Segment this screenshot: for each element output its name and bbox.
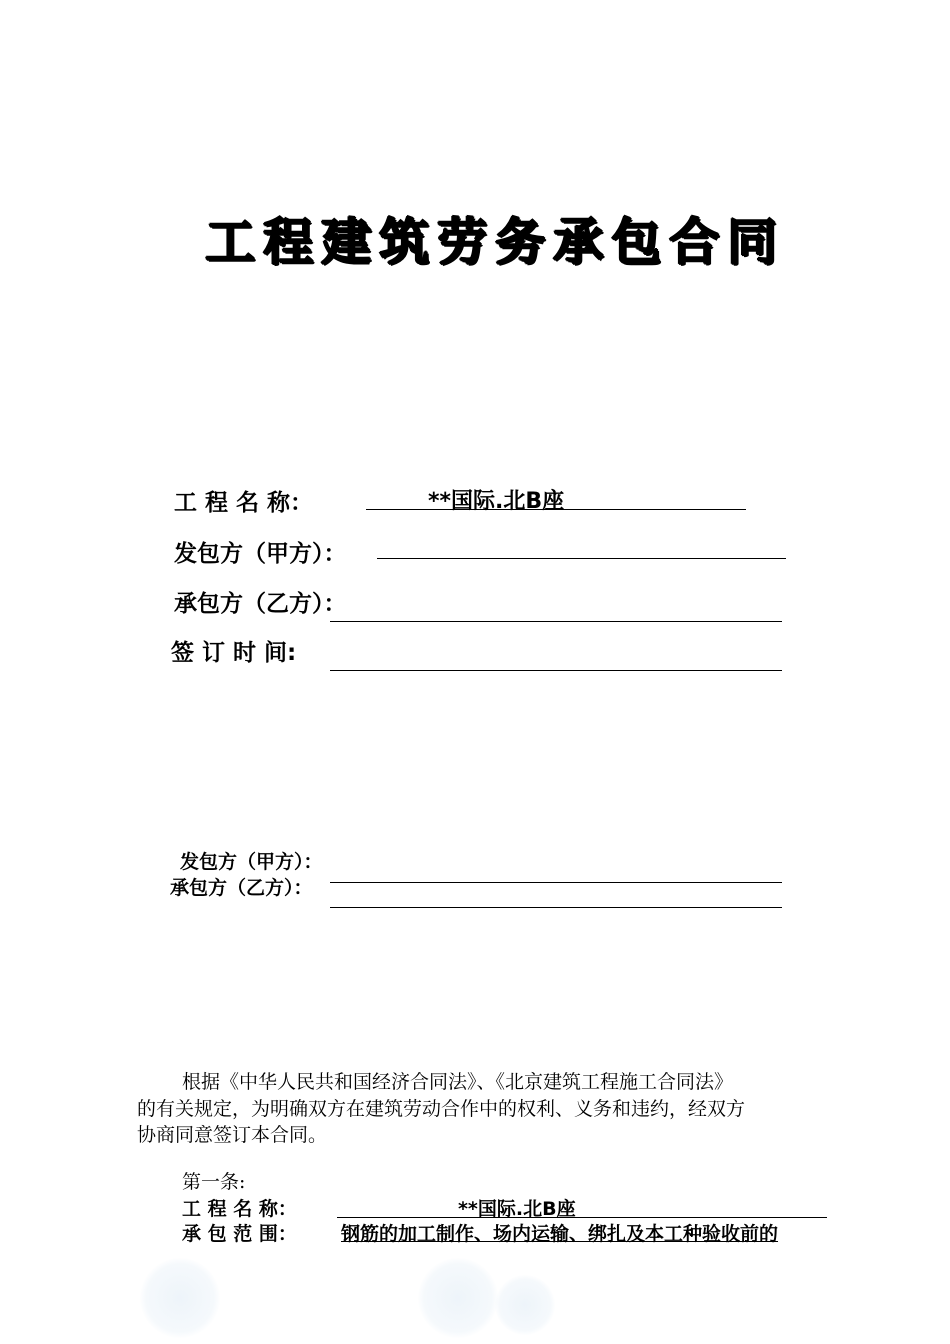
document-title: 工程建筑劳务承包合同 [205, 212, 785, 271]
article-1-project-name-label: 工 程 名 称： [182, 1198, 297, 1220]
sign-time-underline [330, 670, 782, 671]
party-b-label: 承包方（乙方）： [174, 591, 347, 617]
sign-party-b-underline [330, 907, 782, 908]
sign-party-a-label: 发包方（甲方）： [180, 851, 323, 873]
party-a-label: 发包方（甲方）： [174, 541, 347, 567]
preamble-line-2: 的有关规定，为明确双方在建筑劳动合作中的权利、义务和违约，经双方 [137, 1098, 746, 1120]
watermark-snowflake-icon [140, 1258, 220, 1338]
article-1-scope-label: 承 包 范 围： [182, 1223, 297, 1245]
sign-party-a-underline [330, 882, 782, 883]
preamble-line-1: 根据《中华人民共和国经济合同法》、《北京建筑工程施工合同法》 [182, 1071, 734, 1093]
sign-party-b-label: 承包方（乙方）： [170, 877, 313, 899]
sign-time-label: 签 订 时 间: [171, 640, 297, 666]
party-b-underline [330, 621, 782, 622]
article-1-project-name-underline [337, 1217, 827, 1218]
project-name-label: 工 程 名 称： [174, 490, 314, 516]
preamble-line-3: 协商同意签订本合同。 [137, 1124, 328, 1146]
project-name-value: **国际.北B座 [428, 489, 565, 514]
watermark-snowflake-icon [418, 1258, 498, 1338]
project-name-underline [366, 509, 746, 510]
article-1-heading: 第一条: [182, 1171, 246, 1193]
article-1-scope-value: 钢筋的加工制作、场内运输、绑扎及本工种验收前的 [341, 1223, 779, 1245]
party-a-underline [377, 558, 786, 559]
watermark-snowflake-icon [495, 1275, 555, 1335]
article-1-project-name-value: **国际.北B座 [458, 1198, 576, 1220]
